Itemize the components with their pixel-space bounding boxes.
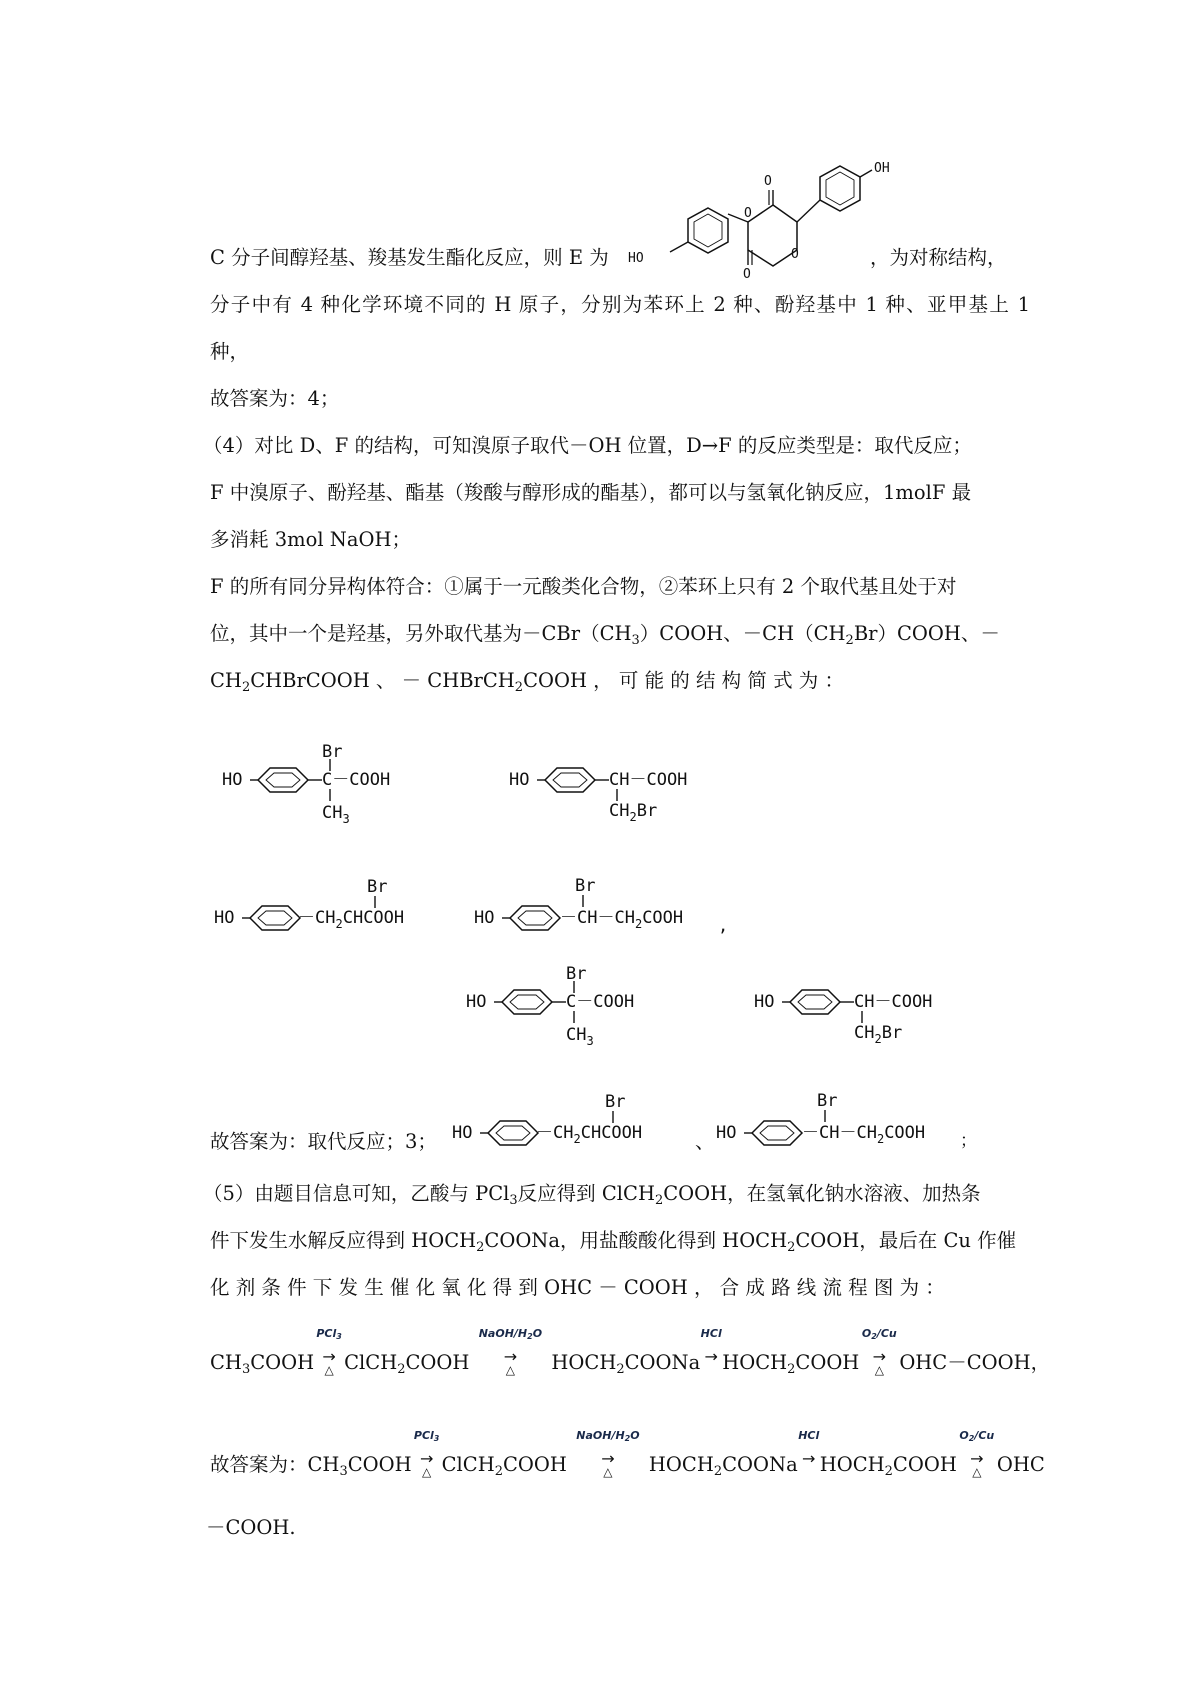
ch-ch2cooh-label [560,908,683,931]
ho-label: HO [716,1123,737,1143]
oxygen-label: O [764,174,772,189]
text-span: CHCOOH [580,1123,643,1143]
text-span: Br）COOH、－ [853,622,1000,645]
ho-label: HO [214,908,235,928]
isomer-3-structure [210,870,460,950]
text-span: 故答案为：4； [210,387,340,410]
text-span: CH [210,669,242,692]
subscript: 2 [871,1332,877,1341]
subscript: 2 [514,680,524,695]
text-span: F 的所有同分异构体符合：①属于一元酸类化合物，②苯环上只有 2 个取代基且处于对 [210,575,957,598]
isomer-4-structure [712,1080,982,1160]
text-span: COOH ， 可 能 的 结 构 简 式 为 ： [523,669,844,692]
synthesis-route-answer [210,1429,1045,1479]
text-span: COONa [624,1351,701,1374]
arrow-icon: → [970,1449,984,1468]
text-span: OHC [996,1453,1045,1476]
paragraph-line [210,479,1030,507]
text-span: COOH [892,1453,957,1476]
reagent-label [404,1429,450,1442]
text-span: CH [854,1023,875,1043]
subscript: 2 [787,1240,796,1255]
text-span: 分子中有 4 种化学环境不同的 H 原子，分别为苯环上 2 种、酚羟基中 1 种、亚甲基上 1 [210,293,1030,316]
text-span: COOH [795,1351,860,1374]
text-span: COOH [250,1351,315,1374]
c-cooh-label: C－COOH [566,992,635,1012]
paragraph-line [870,244,1040,272]
text-span: CH [609,801,630,821]
subscript: 2 [241,680,251,695]
paragraph-line [203,432,1023,460]
subscript: 2 [845,633,854,648]
br-label: Br [566,964,587,984]
subscript: 2 [713,1464,723,1479]
isomer-4-structure [470,865,740,945]
ho-label: HO [628,251,644,266]
isomer-2-structure [750,962,990,1062]
isomer-2-structure [505,740,745,840]
text-span: O [630,1429,640,1442]
subscript: 2 [527,1332,533,1341]
subscript: 3 [509,1193,518,1208]
arrow-icon: → [322,1347,336,1366]
ch2br-label [854,1023,902,1046]
heat-icon: △ [603,1465,613,1479]
arrow-icon: → [704,1347,718,1366]
reaction-arrow [469,1327,551,1377]
subscript: 2 [968,1434,975,1443]
ch-ch2cooh-label [802,1123,925,1146]
text-span: CH [566,1025,587,1045]
subscript: 2 [634,917,643,931]
text-span: NaOH/H [576,1429,625,1442]
text-span: COOH [642,908,684,928]
arrow-icon: → [601,1449,615,1468]
reaction-arrow [700,1327,722,1371]
reagent-label [306,1327,352,1340]
reagent-label: HCl [700,1327,722,1340]
subscript: 2 [573,1132,581,1146]
reagent-label: HCl [798,1429,820,1442]
oh-label: OH [874,161,890,176]
subscript: 2 [654,1193,664,1208]
text-span: /Cu [876,1327,897,1340]
text-span: /Cu [974,1429,995,1442]
text-span: ClCH [344,1351,398,1374]
isomer-3-structure [448,1085,698,1165]
text-span: －CH－CH [560,908,635,928]
oxygen-label: O [744,206,752,221]
text-span: COONa [722,1453,798,1476]
reaction-arrow [314,1327,344,1377]
paragraph-line [206,1514,1026,1542]
arrow-icon: → [802,1449,816,1468]
text-span: CH [307,1453,340,1476]
text-span: 化 剂 条 件 下 发 生 催 化 氧 化 得 到 OHC － COOH ， 合 成 路 线 流 程 图 为 ： [210,1276,945,1299]
heat-icon: △ [324,1363,334,1377]
ch2br-label [609,801,657,824]
subscript: 3 [586,1034,594,1048]
reagent-label [851,1327,907,1340]
text-span: C 分子间醇羟基、羧基发生酯化反应，则 E 为 [210,246,609,269]
reagent-label [461,1327,559,1340]
text-span: O [861,1327,872,1340]
text-span: 反应得到 ClCH [517,1182,655,1205]
text-span: COOH [884,1123,926,1143]
paragraph-line [210,573,1030,601]
subscript: 3 [339,1464,348,1479]
subscript: 3 [631,633,640,648]
br-label: Br [605,1092,626,1112]
heat-icon: △ [874,1363,884,1377]
text-span: PCl [316,1327,337,1340]
ho-label: HO [466,992,487,1012]
ch3-label [322,803,350,826]
text-span: Br [636,801,658,821]
ch-cooh-label: CH－COOH [609,770,688,790]
text-span: O [532,1327,543,1340]
arrow-icon: → [503,1347,518,1366]
text-span: 多消耗 3mol NaOH； [210,528,411,551]
text-span: （5）由题目信息可知，乙酸与 PCl [203,1182,510,1205]
subscript: 2 [884,1464,893,1479]
paragraph-line [210,1227,1030,1255]
paragraph-line [210,620,1030,648]
c-cooh-label: C－COOH [322,770,391,790]
subscript: 3 [342,812,350,826]
text-span: HOCH [551,1351,617,1374]
text-span: PCl [413,1429,434,1442]
text-span: HOCH [722,1351,788,1374]
subscript: 2 [876,1132,885,1146]
ho-label: HO [222,770,243,790]
reaction-arrow [957,1429,997,1479]
reaction-arrow [567,1429,649,1479]
arrow-icon: → [419,1449,434,1468]
subscript: 2 [787,1362,796,1377]
text-span: NaOH/H [478,1327,528,1340]
text-span: 故答案为： [210,1453,308,1476]
ho-label: HO [474,908,495,928]
text-span: COOH [347,1453,412,1476]
isomer-1-structure [218,740,458,840]
text-span: Br [881,1023,903,1043]
ch-cooh-label: CH－COOH [854,992,933,1012]
text-span: －COOH. [206,1516,296,1539]
text-span: 位，其中一个是羟基，另外取代基为－CBr（CH [210,622,632,645]
ho-label: HO [452,1123,473,1143]
text-span: OHC－COOH， [899,1351,1051,1374]
subscript: 2 [397,1362,406,1377]
paragraph-line [210,291,1030,319]
paragraph-line [210,667,1030,695]
semicolon: ； [960,1131,977,1151]
subscript: 2 [476,1240,485,1255]
br-label: Br [575,876,596,896]
subscript: 2 [629,810,637,824]
text-span: ClCH [441,1453,495,1476]
reagent-label [559,1429,657,1442]
text-span: CHBrCOOH 、 － CHBrCH [250,669,515,692]
ho-label: HO [754,992,775,1012]
subscript: 2 [335,917,343,931]
text-span: CH [210,1351,242,1374]
subscript: 2 [494,1464,504,1479]
text-span: ）COOH、－CH（CH [639,622,846,645]
text-span: 种， [210,340,250,363]
comma: , [718,916,729,936]
text-span: ，为对称结构， [870,246,1007,269]
subscript: 2 [874,1032,882,1046]
subscript: 2 [616,1362,625,1377]
heat-icon: △ [422,1465,432,1479]
subscript: 2 [624,1434,631,1443]
text-span: COOH，最后在 Cu 作催 [795,1229,1017,1252]
oxygen-label: O [743,267,751,282]
reagent-label [949,1429,1005,1442]
heat-icon: △ [972,1465,982,1479]
ch2chcooh-label [298,908,404,931]
text-span: HOCH [819,1453,885,1476]
br-label: Br [367,877,388,897]
subscript: 3 [336,1332,342,1341]
paragraph-line [203,1180,1023,1208]
text-span: （4）对比 D、F 的结构，可知溴原子取代－OH 位置，D→F 的反应类型是：取代反应； [203,434,972,457]
text-span: COOH [503,1453,567,1476]
br-label: Br [322,742,343,762]
synthesis-route [210,1327,1051,1377]
heat-icon: △ [505,1363,516,1377]
text-span: －CH－CH [802,1123,877,1143]
paragraph-line [210,1274,1030,1302]
paragraph-line [210,338,1030,366]
ch3-label [566,1025,594,1048]
reaction-arrow [859,1327,899,1377]
reaction-arrow [798,1429,820,1473]
text-span: 、 [695,1130,715,1153]
reaction-arrow [412,1429,442,1479]
text-span: －CH [298,908,336,928]
text-span: HOCH [648,1453,714,1476]
subscript: 3 [433,1434,440,1443]
ch2chcooh-label [536,1123,642,1146]
text-span: 件下发生水解反应得到 HOCH [210,1229,477,1252]
text-span: COONa，用盐酸酸化得到 HOCH [484,1229,788,1252]
ho-label: HO [509,770,530,790]
paragraph-line [210,385,1030,413]
br-label: Br [817,1091,838,1111]
text-span: COOH，在氢氧化钠水溶液、加热条 [663,1182,981,1205]
paragraph-line [210,526,1030,554]
text-span: COOH [405,1351,470,1374]
text-span: F 中溴原子、酚羟基、酯基（羧酸与醇形成的酯基），都可以与氢氧化钠反应，1molF 最 [210,481,972,504]
oxygen-label: O [791,247,799,262]
text-span: CHCOOH [342,908,405,928]
text-span: －CH [536,1123,574,1143]
text-span: O [959,1429,969,1442]
isomer-1-structure [462,962,702,1062]
subscript: 3 [241,1362,251,1377]
text-span: CH [322,803,343,823]
arrow-icon: → [872,1347,887,1366]
text-span: 故答案为：取代反应；3； [210,1130,437,1153]
